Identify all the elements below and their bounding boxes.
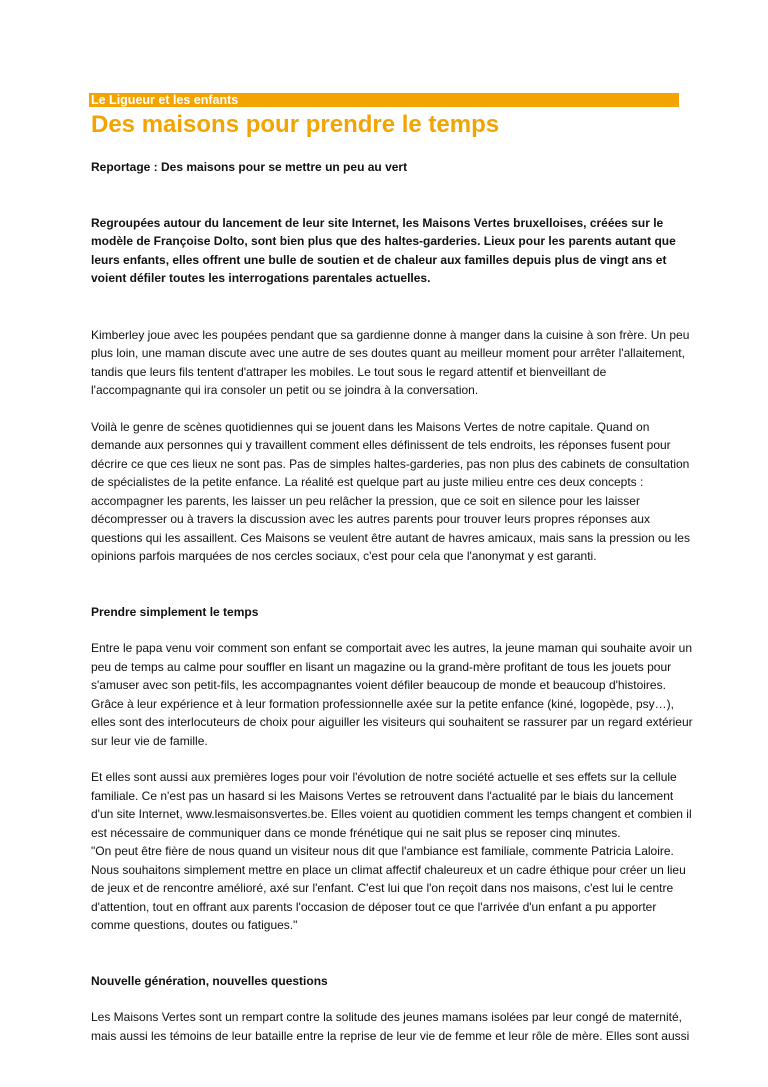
paragraph-line: tandis que leurs fils tentent d'attraper les mobiles. Le tout sous le regard attentif et bienveillant de [91,364,607,379]
section-heading-generation: Nouvelle génération, nouvelles questions [91,973,328,988]
paragraph-line: questions qui les assaillent. Ces Maisons se veulent être autant de havres amicaux, mais sans la pression ou les [91,530,690,545]
intro-line: Regroupées autour du lancement de leur site Internet, les Maisons Vertes bruxelloises, créées sur le [91,215,664,230]
paragraph-line: Et elles sont aussi aux premières loges pour voir l'évolution de notre société actuelle et ses effets sur la cellule [91,770,677,784]
article-title: Des maisons pour prendre le temps [91,111,500,138]
paragraph-line: Kimberley joue avec les poupées pendant que sa gardienne donne à manger dans la cuisine à son frère. Un peu [91,327,690,342]
paragraph-line: de spécialistes de la petite enfance. La réalité est quelque part au juste milieu entre ces deux concepts : [91,475,644,489]
paragraph-4 [91,768,692,935]
section-heading-prendre: Prendre simplement le temps [91,604,259,619]
paragraph-line: décrire ce que ces lieux ne sont pas. Pas de simples haltes-garderies, pas non plus des cabinets de consultation [91,456,690,471]
paragraph-1 [91,326,690,400]
paragraph-line: familiale. Ce n'est pas un hasard si les Maisons Vertes se retrouvent dans l'actualité par le biais du lancement [91,788,674,803]
paragraph-line: Les Maisons Vertes sont un rempart contre la solitude des jeunes mamans isolées par leur congé de maternité, [91,1010,682,1024]
intro-line: modèle de Françoise Dolto, sont bien plus que des haltes-garderies. Lieux pour les parents autant que [91,234,676,248]
paragraph-line: "On peut être fière de nous quand un visiteur nous dit que l'ambiance est familiale, commente Patricia Laloire. [91,844,674,858]
rubric-banner: Le Ligueur et les enfants [89,93,679,107]
paragraph-line: Voilà le genre de scènes quotidiennes qui se jouent dans les Maisons Vertes de notre capitale. Quand on [91,419,650,434]
paragraph-2 [91,418,690,566]
paragraph-line: l'accompagnante qui ira consoler un petit ou se joindra à la conversation. [91,383,479,397]
paragraph-5 [91,1008,690,1045]
paragraph-line: elles sont des interlocuteurs de choix pour aiguiller les visiteurs qui souhaitent se rassurer par un regard extérieur [91,715,693,729]
intro-line: leurs enfants, elles offrent une bulle de soutien et de chaleur aux familles depuis plus de vingt ans et [91,252,667,267]
paragraph-line: Grâce à leur expérience et à leur formation professionnelle axée sur la petite enfance (kiné, logopède, psy…), [91,696,674,711]
paragraph-line: peu de temps au calme pour souffler en lisant un magazine ou la grand-mère profitant de tous les jouets pour [91,659,672,674]
paragraph-line: Nous souhaitons simplement mettre en place un climat affectif chaleureux et un cadre éthique pour créer un lieu [91,862,686,877]
intro-paragraph [91,214,687,288]
paragraph-line: demande aux personnes qui y travaillent comment elles définissent de tels endroits, les réponses fusent pour [91,438,671,452]
paragraph-3 [91,639,693,750]
paragraph-line: plus loin, une maman discute avec une autre de ses doutes quant au meilleur moment pour arrêter l'allaitement, [91,346,685,360]
paragraph-line: d'un site Internet, www.lesmaisonsvertes.be. Elles voient au quotidien comment les temps changent et combien il [91,807,692,821]
paragraph-line: accompagner les parents, les laisser un peu relâcher la pression, que ce soit en silence pour les laisser [91,493,640,508]
paragraph-line: sur leur vie de famille. [91,733,208,748]
paragraph-line: opinions parfois marquées de nos cercles sociaux, c'est pour cela que l'anonymat y est garanti. [91,549,597,563]
paragraph-line: mais aussi les témoins de leur bataille entre la reprise de leur vie de femme et leur rôle de mère. Elles sont aussi [91,1028,690,1043]
paragraph-line: est nécessaire de communiquer dans ce monde frénétique qui ne sait plus se reposer cinq minutes. [91,825,621,840]
intro-line: voient défiler toutes les interrogations parentales actuelles. [91,271,431,285]
paragraph-line: de jeux et de rencontre amélioré, axé sur l'enfant. C'est lui que l'on reçoit dans nos maisons, c'est lui le centre [91,881,674,895]
paragraph-line: d'attention, tout en offrant aux parents l'occasion de déposer tout ce que l'arrivée d'un enfant a pu apporter [91,899,657,914]
article-subtitle: Reportage : Des maisons pour se mettre un peu au vert [91,160,408,174]
article-body [91,158,693,1045]
paragraph-line: s'amuser avec son petit-fils, les accompagnantes voient défiler beaucoup de monde et beaucoup d'histoires. [91,678,666,692]
paragraph-line: comme questions, doutes ou fatigues." [91,918,298,932]
paragraph-line: Entre le papa venu voir comment son enfant se comportait avec les autres, la jeune maman qui souhaite avoir un [91,641,693,655]
paragraph-line: décompresser ou à travers la discussion avec les autres parents pour trouver leurs propres réponses aux [91,512,650,526]
